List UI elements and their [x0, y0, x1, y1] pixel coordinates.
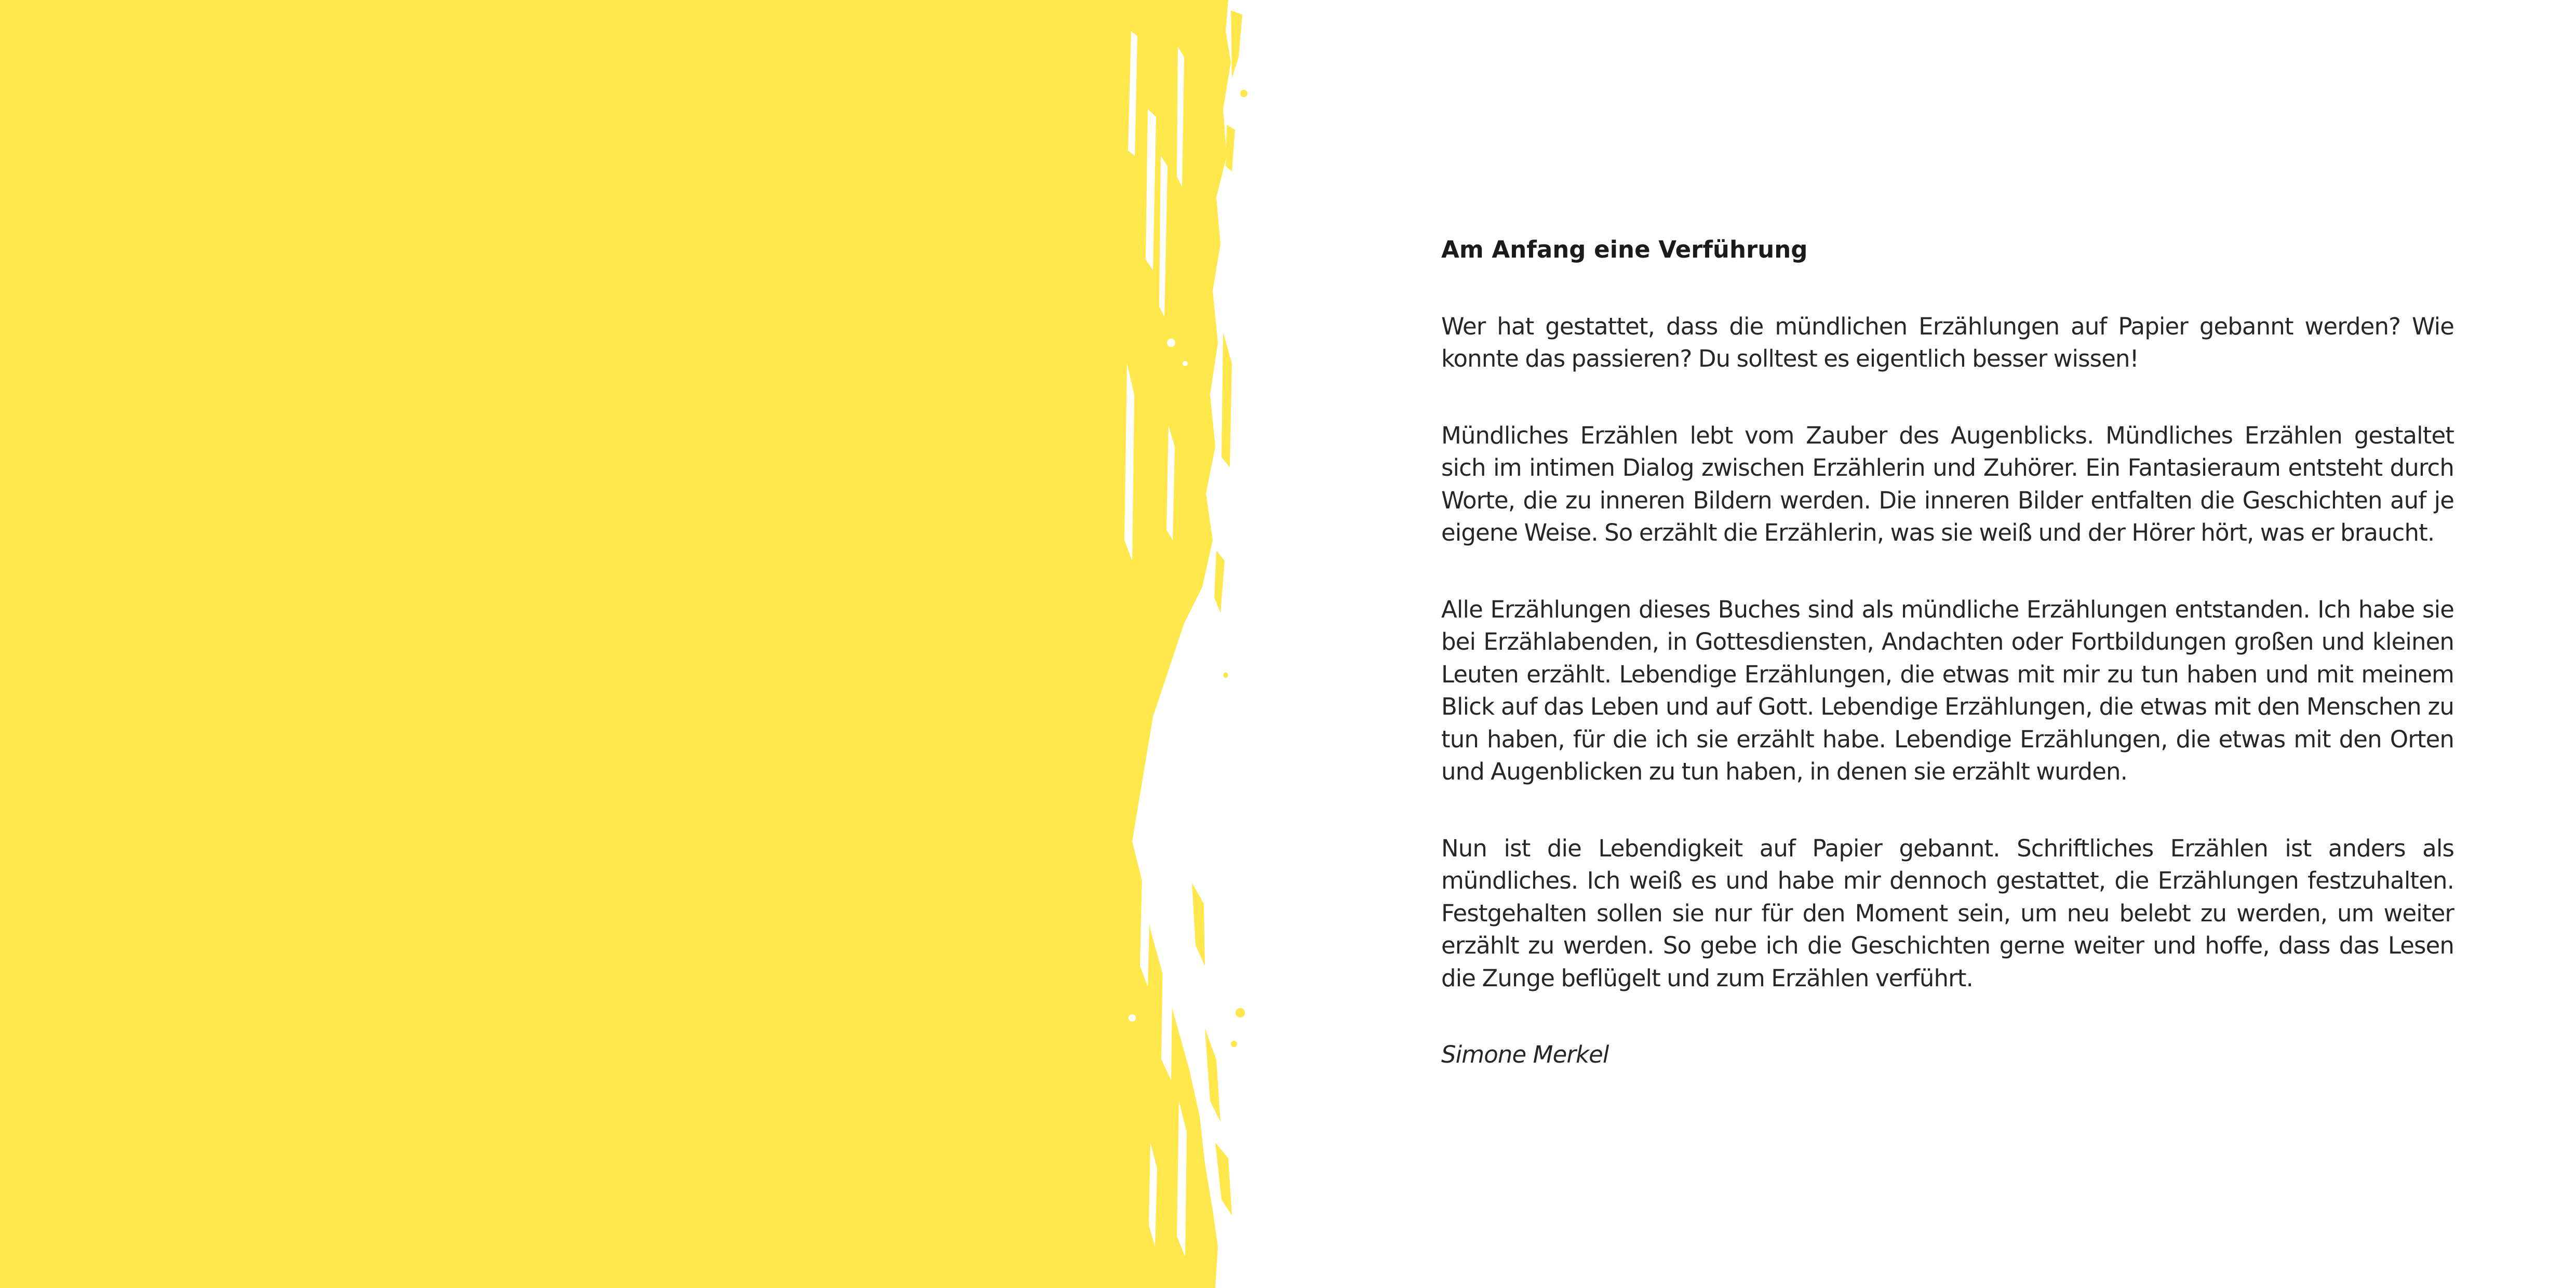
author-signature: Simone Merkel [1441, 1041, 1609, 1068]
yellow-brush-stroke-icon [0, 0, 1278, 1288]
paragraph-4: Nun ist die Lebendigkeit auf Papier gebannt. Schriftliches Erzählen ist anders als mündliches. Ich weiß es und habe mir dennoch gestattet, die Erzählungen festzuhalten. Festgehalten sollen sie nur für den Moment sein, um neu belebt zu werden, um weiter erzählt zu werden. So gebe ich die Geschichten gerne weiter und hoffe, dass das Lesen die Zunge beflügelt und zum Erzählen verführt. [1441, 834, 2454, 992]
paint-area [0, 0, 1231, 1288]
paragraph-1: Wer hat gestattet, dass die mündlichen Erzählungen auf Papier gebannt werden? Wie konnte das passieren? Du solltest es eigentlich besser wissen! [1441, 312, 2454, 372]
text-column [1441, 234, 2454, 1071]
paragraph-3: Alle Erzählungen dieses Buches sind als mündliche Erzählungen entstanden. Ich habe sie bei Erzählabenden, in Gottesdiensten, Andachten oder Fortbildungen großen und kleinen Leuten erzählt. Lebendige Erzählungen, die etwas mit mir zu tun haben und mit meinem Blick auf das Leben und auf Gott. Lebendige Erzählungen, die etwas mit den Menschen zu tun haben, für die ich sie erzählt habe. Lebendige Erzählungen, die etwas mit den Orten und Augenblicken zu tun haben, in denen sie erzählt wurden. [1441, 595, 2454, 785]
chapter-title: Am Anfang eine Verführung [1441, 236, 1808, 263]
paragraph-2: Mündliches Erzählen lebt vom Zauber des Augenblicks. Mündliches Erzählen gestaltet sich im intimen Dialog zwischen Erzählerin und Zuhörer. Ein Fantasieraum entsteht durch Worte, die zu inneren Bildern werden. Die inneren Bilder entfalten die Geschichten auf je eigene Weise. So erzählt die Erzählerin, was sie weiß und der Hörer hört, was er braucht. [1441, 421, 2454, 546]
